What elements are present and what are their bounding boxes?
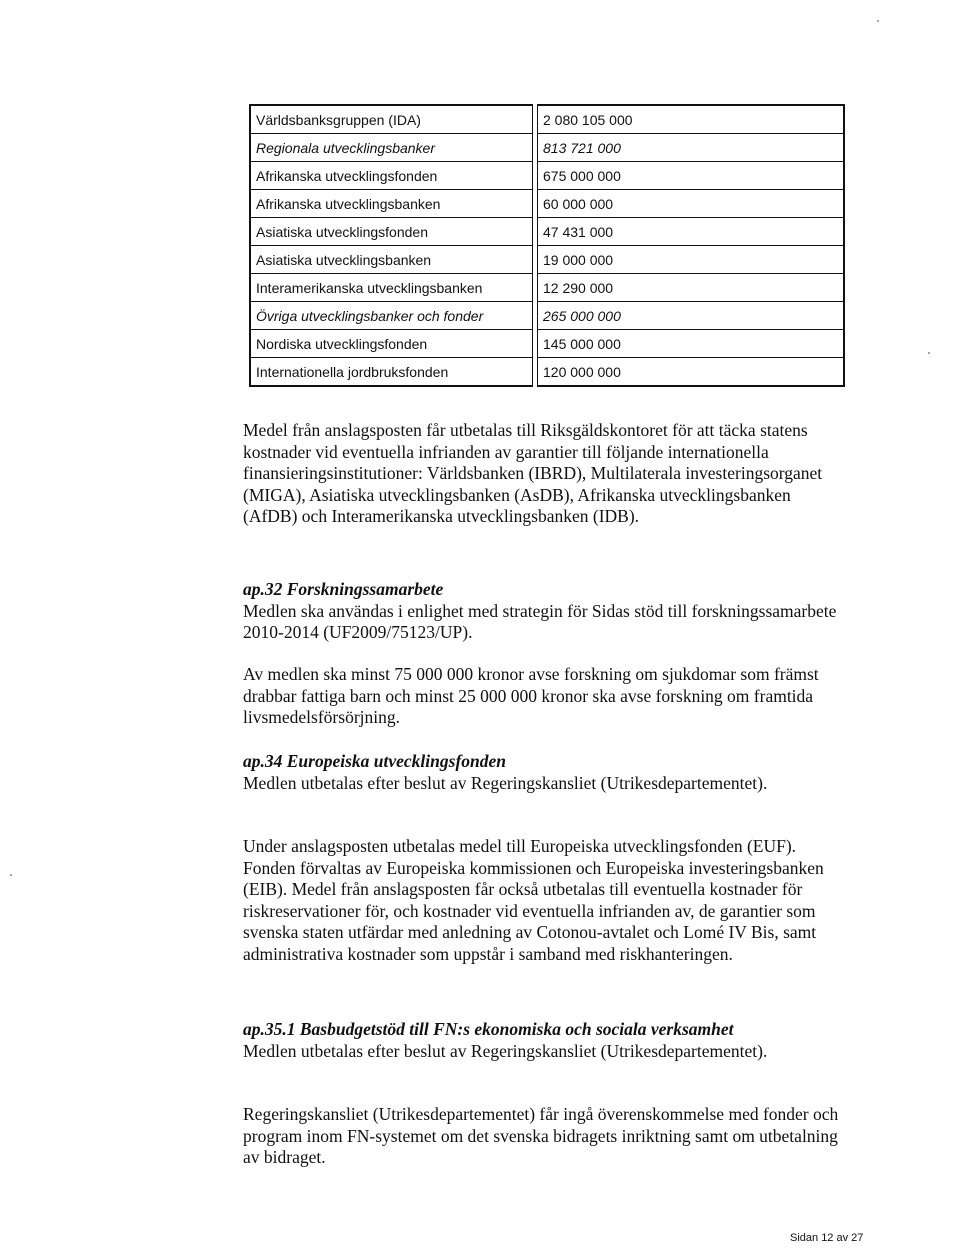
fund-name-cell: Asiatiska utvecklingsbanken — [250, 246, 533, 274]
fund-amount-cell: 2 080 105 000 — [538, 105, 845, 134]
scan-speck — [877, 20, 879, 22]
table-row — [250, 358, 844, 387]
table-row — [250, 274, 844, 302]
table-row — [250, 134, 844, 162]
ap34-text: Medlen utbetalas efter beslut av Regeringskansliet (Utrikesdepartementet). — [243, 772, 768, 793]
table-row — [250, 218, 844, 246]
fund-amount-cell: 60 000 000 — [538, 190, 845, 218]
fund-amount-cell: 265 000 000 — [538, 302, 845, 330]
ap351-text: Medlen utbetalas efter beslut av Regeringskansliet (Utrikesdepartementet). — [243, 1040, 768, 1061]
fund-amount-cell: 675 000 000 — [538, 162, 845, 190]
ap32-heading: ap.32 Forskningssamarbete — [243, 579, 444, 599]
funds-table — [249, 104, 845, 387]
fund-name-cell: Regionala utvecklingsbanker — [250, 134, 533, 162]
ap34-heading: ap.34 Europeiska utvecklingsfonden — [243, 751, 507, 771]
funds-table-body — [250, 105, 844, 386]
table-row — [250, 246, 844, 274]
table-row — [250, 190, 844, 218]
table-row — [250, 105, 844, 134]
section-ap34 — [243, 751, 843, 794]
fund-amount-cell: 145 000 000 — [538, 330, 845, 358]
fund-name-cell: Övriga utvecklingsbanker och fonder — [250, 302, 533, 330]
page-number: Sidan 12 av 27 — [790, 1232, 864, 1244]
scan-speck — [10, 874, 12, 876]
fund-name-cell: Afrikanska utvecklingsfonden — [250, 162, 533, 190]
section-ap351 — [243, 1019, 843, 1062]
guarantee-paragraph: Medel från anslagsposten får utbetalas till Riksgäldskontoret för att täcka statens kostnader vid eventuella infrianden av garantier till följande internationella finansieringsinstitutioner: Världsbanken (IBRD), Multilaterala investeringsorganet (MIGA), Asiatiska utvecklingsbanken (AsDB), Afrikanska utvecklingsbanken (AfDB) och Interamerikanska utvecklingsbanken (IDB). — [243, 420, 823, 526]
fund-name-cell: Världsbanksgruppen (IDA) — [250, 105, 533, 134]
ap351-heading: ap.35.1 Basbudgetstöd till FN:s ekonomiska och sociala verksamhet — [243, 1019, 734, 1039]
scan-speck — [928, 352, 930, 354]
fund-name-cell: Internationella jordbruksfonden — [250, 358, 533, 387]
table-row — [250, 330, 844, 358]
fn-paragraph: Regeringskansliet (Utrikesdepartementet) får ingå överenskommelse med fonder och program inom FN-systemet om det svenska bidragets inriktning samt om utbetalning av bidraget. — [243, 1104, 839, 1167]
fund-amount-cell: 120 000 000 — [538, 358, 845, 387]
fund-name-cell: Interamerikanska utvecklingsbanken — [250, 274, 533, 302]
fund-name-cell: Nordiska utvecklingsfonden — [250, 330, 533, 358]
fund-name-cell: Afrikanska utvecklingsbanken — [250, 190, 533, 218]
research-paragraph: Av medlen ska minst 75 000 000 kronor avse forskning om sjukdomar som främst drabbar fattiga barn och minst 25 000 000 kronor ska avse forskning om framtida livsmedelsförsörjning. — [243, 664, 819, 727]
fund-amount-cell: 47 431 000 — [538, 218, 845, 246]
euf-paragraph: Under anslagsposten utbetalas medel till Europeiska utvecklingsfonden (EUF). Fonden förvaltas av Europeiska kommissionen och Europeiska investeringsbanken (EIB). Medel från anslagsposten får också utbetalas till eventuella kostnader för riskreservationer för, och kostnader vid eventuella infrianden av, de garantier som svenska staten utfärdar med anledning av Cotonou-avtalet och Lomé IV Bis, samt administrativa kostnader som uppstår i samband med riskhanteringen. — [243, 836, 824, 964]
ap32-text: Medlen ska användas i enlighet med strategin för Sidas stöd till forskningssamarbete 2010-2014 (UF2009/75123/UP). — [243, 600, 837, 642]
fund-amount-cell: 12 290 000 — [538, 274, 845, 302]
fund-amount-cell: 813 721 000 — [538, 134, 845, 162]
table-row — [250, 302, 844, 330]
section-ap32 — [243, 579, 843, 644]
fund-amount-cell: 19 000 000 — [538, 246, 845, 274]
table-row — [250, 162, 844, 190]
fund-name-cell: Asiatiska utvecklingsfonden — [250, 218, 533, 246]
